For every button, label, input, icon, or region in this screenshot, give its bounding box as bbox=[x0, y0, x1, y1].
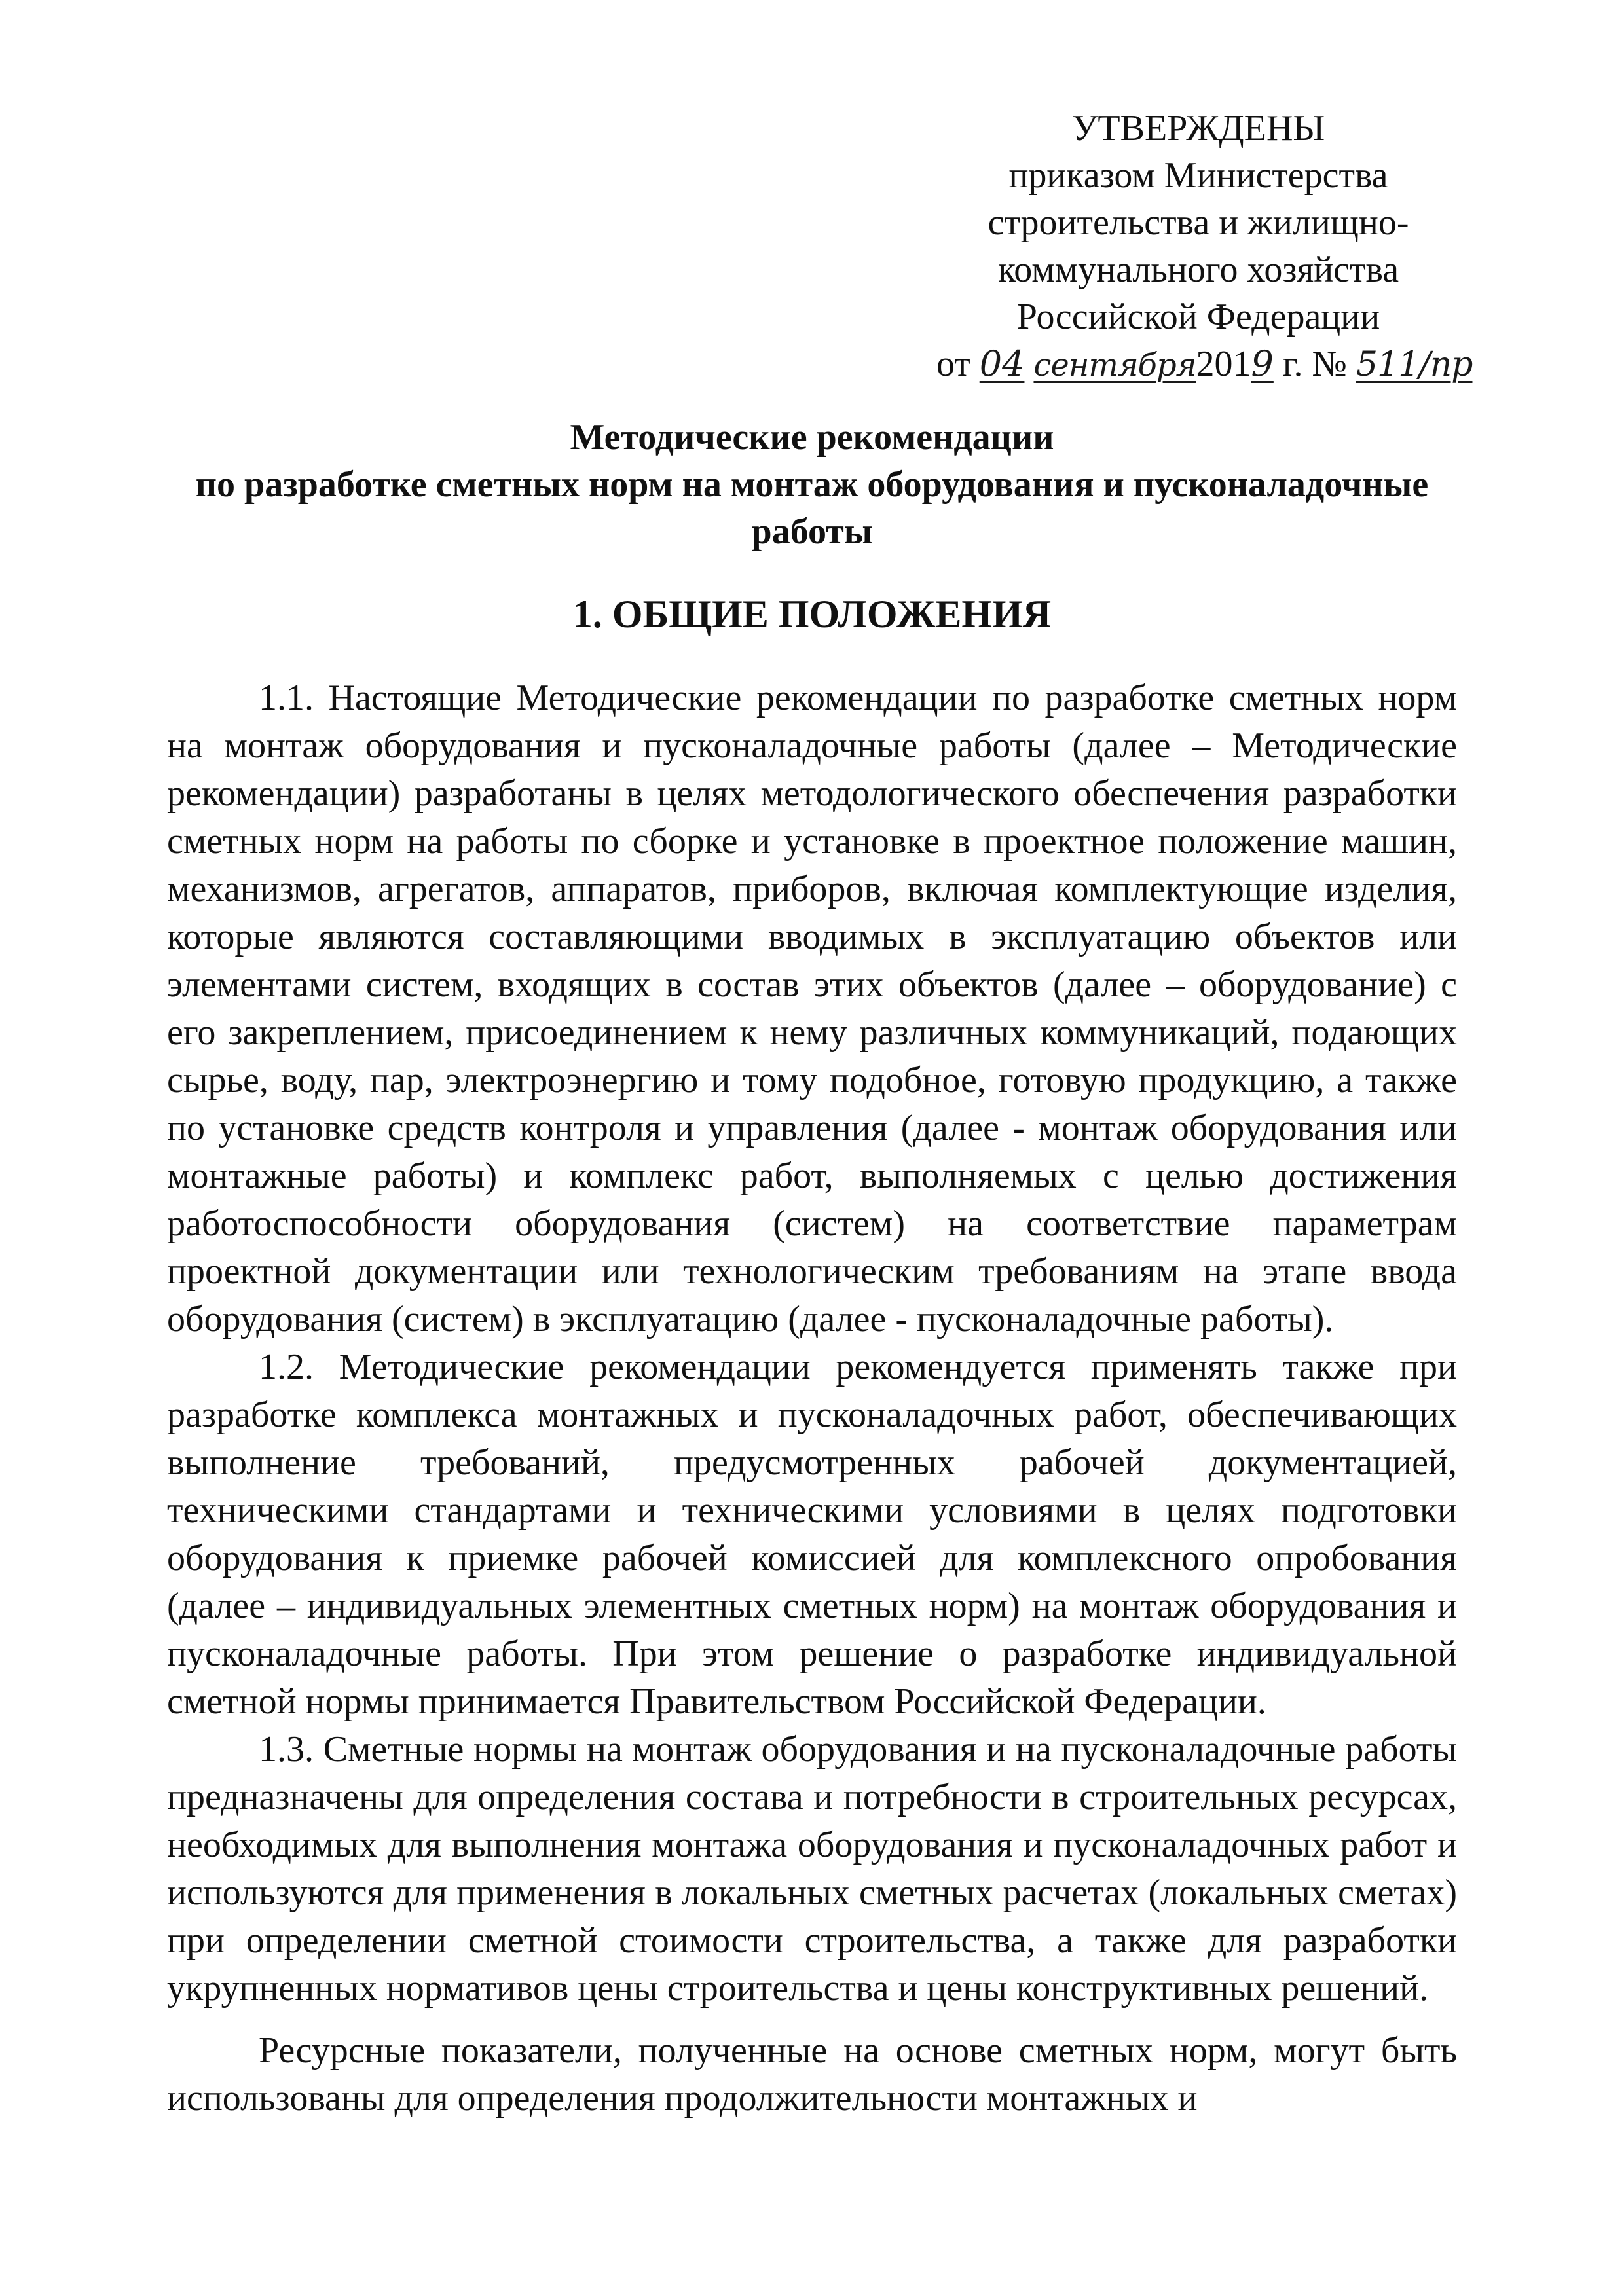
handwritten-day: 04 bbox=[979, 343, 1025, 384]
title-line-1: Методические рекомендации bbox=[570, 417, 1054, 458]
handwritten-month: сентября bbox=[1033, 347, 1196, 384]
handwritten-year-digit: 9 bbox=[1251, 343, 1274, 384]
approval-heading: УТВЕРЖДЕНЫ bbox=[1071, 108, 1325, 149]
date-year-unit: г. № bbox=[1282, 344, 1347, 384]
approval-line-3: коммунального хозяйства bbox=[997, 249, 1399, 290]
paragraph-1-1: 1.1. Настоящие Методические рекомендации по разработке сметных норм на монтаж оборудования и пусконаладочные работы (далее – Методические рекомендации) разработаны в целях методологического обеспечения разработки сметных норм на работы по сборке и установке в проектное положение машин, механизмов, агрегатов, аппаратов, приборов, включая комплектующие изделия, которые являются составляющими вводимых в эксплуатацию объектов или элементами систем, входящих в состав этих объектов (далее – оборудование) с его закреплением, присоединением к нему различных коммуникаций, подающих сырье, воду, пар, электроэнергию и тому подобное, готовую продукцию, а также по установке средств контроля и управления (далее - монтаж оборудования или монтажные работы) и комплекс работ, выполняемых с целью достижения работоспособности оборудования (систем) на соответствие параметрам проектной документации или технологическим требованиям на этапе ввода оборудования (систем) в эксплуатацию (далее - пусконаладочные работы). bbox=[167, 678, 1457, 1339]
approval-date-line bbox=[936, 340, 1473, 389]
handwritten-order-number: 511/пр bbox=[1356, 345, 1473, 384]
approval-line-2: строительства и жилищно- bbox=[987, 202, 1409, 243]
date-year-prefix: 201 bbox=[1196, 344, 1251, 384]
paragraph-1-3: 1.3. Сметные нормы на монтаж оборудования и на пусконаладочные работы предназначены для определения состава и потребности в строительных ресурсах, необходимых для выполнения монтажа оборудования и пусконаладочных работ и используются для применения в локальных сметных расчетах (локальных сметах) при определении сметной стоимости строительства, а также для разработки укрупненных нормативов цены строительства и цены конструктивных решений. bbox=[167, 1729, 1457, 2009]
title-line-3: работы bbox=[751, 511, 873, 552]
approval-line-4: Российской Федерации bbox=[1016, 297, 1380, 337]
date-prefix: от bbox=[936, 344, 970, 384]
approval-line-1: приказом Министерства bbox=[1008, 155, 1388, 196]
title-line-2: по разработке сметных норм на монтаж оборудования и пусконаладочные bbox=[195, 464, 1429, 505]
body-text bbox=[167, 674, 1457, 2123]
section-heading: 1. ОБЩИЕ ПОЛОЖЕНИЯ bbox=[572, 592, 1052, 636]
approval-block bbox=[936, 105, 1473, 389]
document-title bbox=[157, 414, 1467, 555]
paragraph-resource-indicators: Ресурсные показатели, полученные на основе сметных норм, могут быть использованы для определения продолжительности монтажных и bbox=[167, 2030, 1457, 2119]
paragraph-1-2: 1.2. Методические рекомендации рекомендуется применять также при разработке комплекса монтажных и пусконаладочных работ, обеспечивающих выполнение требований, предусмотренных рабочей документацией, техническими стандартами и техническими условиями в целях подготовки оборудования к приемке рабочей комиссией для комплексного опробования (далее – индивидуальных элементных сметных норм) на монтаж оборудования и пусконаладочные работы. При этом решение о разработке индивидуальной сметной нормы принимается Правительством Российской Федерации. bbox=[167, 1347, 1457, 1722]
